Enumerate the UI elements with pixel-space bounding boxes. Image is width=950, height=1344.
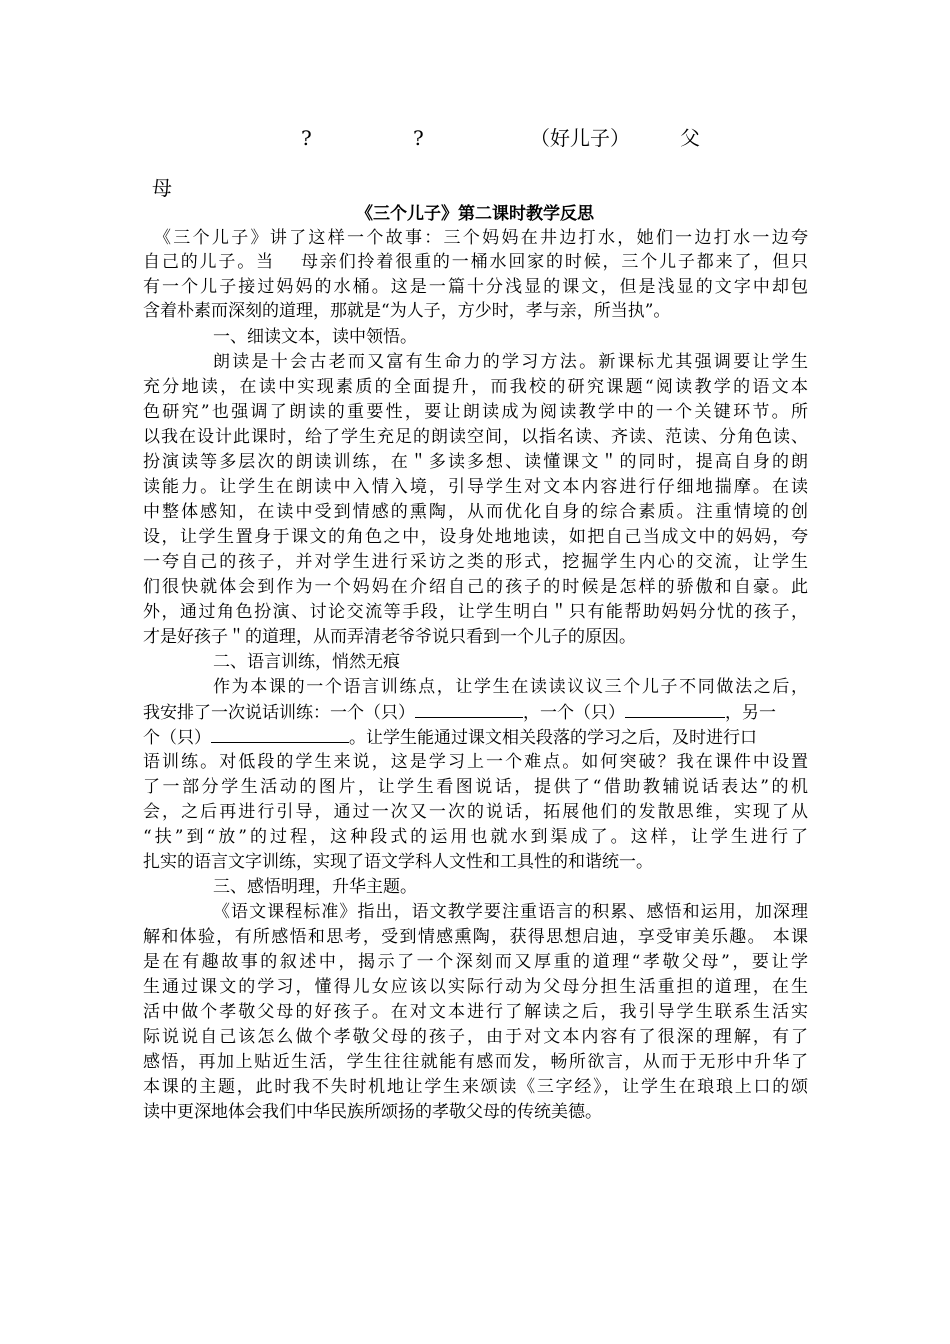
header-question-mark-1: ? xyxy=(301,126,312,150)
fill-blank xyxy=(625,700,725,718)
section2-heading: 二、语言训练，悄然无痕 xyxy=(213,652,400,672)
section3-line: 本课的主题，此时我不失时机地让学生来颂读《三字经》，让学生在琅琅上口的颂 xyxy=(143,1077,808,1097)
section1-line: 朗读是十会古老而又富有生命力的学习方法。新课标尤其强调要让学生 xyxy=(213,352,808,372)
section1-line: 一夸自己的孩子，并对学生进行采访之类的形式，挖掘学生内心的交流，让学生 xyxy=(143,552,808,572)
section1-line: 外，通过角色扮演、讨论交流等手段，让学生明白＂只有能帮助妈妈分忧的孩子， xyxy=(143,602,808,622)
intro-line: 自己的儿子。当 母亲们拎着很重的一桶水回家的时候，三个儿子都来了，但只 xyxy=(143,252,808,272)
section1-heading: 一、细读文本，读中领悟。 xyxy=(213,327,417,347)
fill-text: 。让学生能通过课文相关段落的学习之后，及时进行口 xyxy=(349,728,757,748)
section2-line: 语训练。对低段的学生来说，这是学习上一个难点。如何突破？我在课件中设置 xyxy=(143,752,808,772)
section1-line: 才是好孩子＂的道理，从而弄清老爷爷说只看到一个儿子的原因。 xyxy=(143,627,636,647)
section3-line: 生通过课文的学习，懂得儿女应该以实际行动为父母分担生活重担的道理，在生 xyxy=(143,977,808,997)
fill-text: ，另一 xyxy=(725,703,776,723)
fill-text: ，一个（只） xyxy=(523,703,625,723)
fill-blank xyxy=(415,700,523,718)
fill-text: 我安排了一次说话训练：一个（只） xyxy=(143,703,415,723)
header-fu: 父 xyxy=(680,126,700,150)
section2-fill-line xyxy=(143,725,808,750)
section3-heading: 三、感悟明理，升华主题。 xyxy=(213,877,417,897)
intro-line: 《三个儿子》讲了这样一个故事：三个妈妈在井边打水，她们一边打水一边夸 xyxy=(154,228,808,248)
section1-line: 色研究”也强调了朗读的重要性，要让朗读成为阅读教学中的一个关键环节。所 xyxy=(143,402,808,422)
section2-line: 会，之后再进行引导，通过一次又一次的说话，拓展他们的发散思维，实现了从 xyxy=(143,802,808,822)
section2-line: 扎实的语言文字训练，实现了语文学科人文性和工具性的和谐统一。 xyxy=(143,852,653,872)
section1-line: 们很快就体会到作为一个妈妈在介绍自己的孩子的时候是怎样的骄傲和自豪。此 xyxy=(143,577,808,597)
document-title: 《三个儿子》第二课时教学反思 xyxy=(356,204,594,224)
section1-line: 充分地读，在读中实现素质的全面提升，而我校的研究课题“阅读教学的语文本 xyxy=(143,377,808,397)
section3-line: 读中更深地体会我们中华民族所颂扬的孝敬父母的传统美德。 xyxy=(143,1102,602,1122)
fill-blank xyxy=(211,725,349,743)
section2-line: 作为本课的一个语言训练点，让学生在读读议议三个儿子不同做法之后， xyxy=(213,677,808,697)
section3-line: 际说说自己该怎么做个孝敬父母的孩子，由于对文本内容有了很深的理解，有了 xyxy=(143,1027,808,1047)
section1-line: 中整体感知，在读中受到情感的熏陶，从而优化自身的综合素质。注重情境的创 xyxy=(143,502,808,522)
section3-line: 感悟，再加上贴近生活，学生往往就能有感而发，畅所欲言，从而于无形中升华了 xyxy=(143,1052,808,1072)
section3-line: 活中做个孝敬父母的好孩子。在对文本进行了解读之后，我引导学生联系生活实 xyxy=(143,1002,808,1022)
header-mu: 母 xyxy=(152,176,172,200)
section2-fill-line xyxy=(143,700,808,725)
intro-line: 有一个儿子接过妈妈的水桶。这是一篇十分浅显的课文，但是浅显的文字中却包 xyxy=(143,277,808,297)
section1-line: 设，让学生置身于课文的角色之中，设身处地地读，如把自己当成文中的妈妈，夸 xyxy=(143,527,808,547)
section2-line: 了一部分学生活动的图片，让学生看图说话，提供了“借助教辅说话表达”的机 xyxy=(143,777,808,797)
header-good-son: （好儿子） xyxy=(530,126,630,150)
section3-line: 是在有趣故事的叙述中，揭示了一个深刻而又厚重的道理“孝敬父母”，要让学 xyxy=(143,952,808,972)
intro-line: 含着朴素而深刻的道理，那就是“为人子，方少时，孝与亲，所当执”。 xyxy=(143,301,671,321)
fill-text: 个（只） xyxy=(143,728,211,748)
section3-line: 《语文课程标准》指出，语文教学要注重语言的积累、感悟和运用，加深理 xyxy=(213,902,808,922)
section3-line: 解和体验，有所感悟和思考，受到情感熏陶，获得思想启迪，享受审美乐趣。 本课 xyxy=(143,927,808,947)
section1-line: 以我在设计此课时，给了学生充足的朗读空间，以指名读、齐读、范读、分角色读、 xyxy=(143,427,808,447)
section1-line: 扮演读等多层次的朗读训练，在＂多读多想、读懂课文＂的同时，提高自身的朗 xyxy=(143,452,808,472)
header-question-mark-2: ? xyxy=(413,126,424,150)
section1-line: 读能力。让学生在朗读中入情入境，引导学生对文本内容进行仔细地揣摩。在读 xyxy=(143,477,808,497)
section2-line: “扶”到“放”的过程，这种段式的运用也就水到渠成了。这样，让学生进行了 xyxy=(143,827,808,847)
